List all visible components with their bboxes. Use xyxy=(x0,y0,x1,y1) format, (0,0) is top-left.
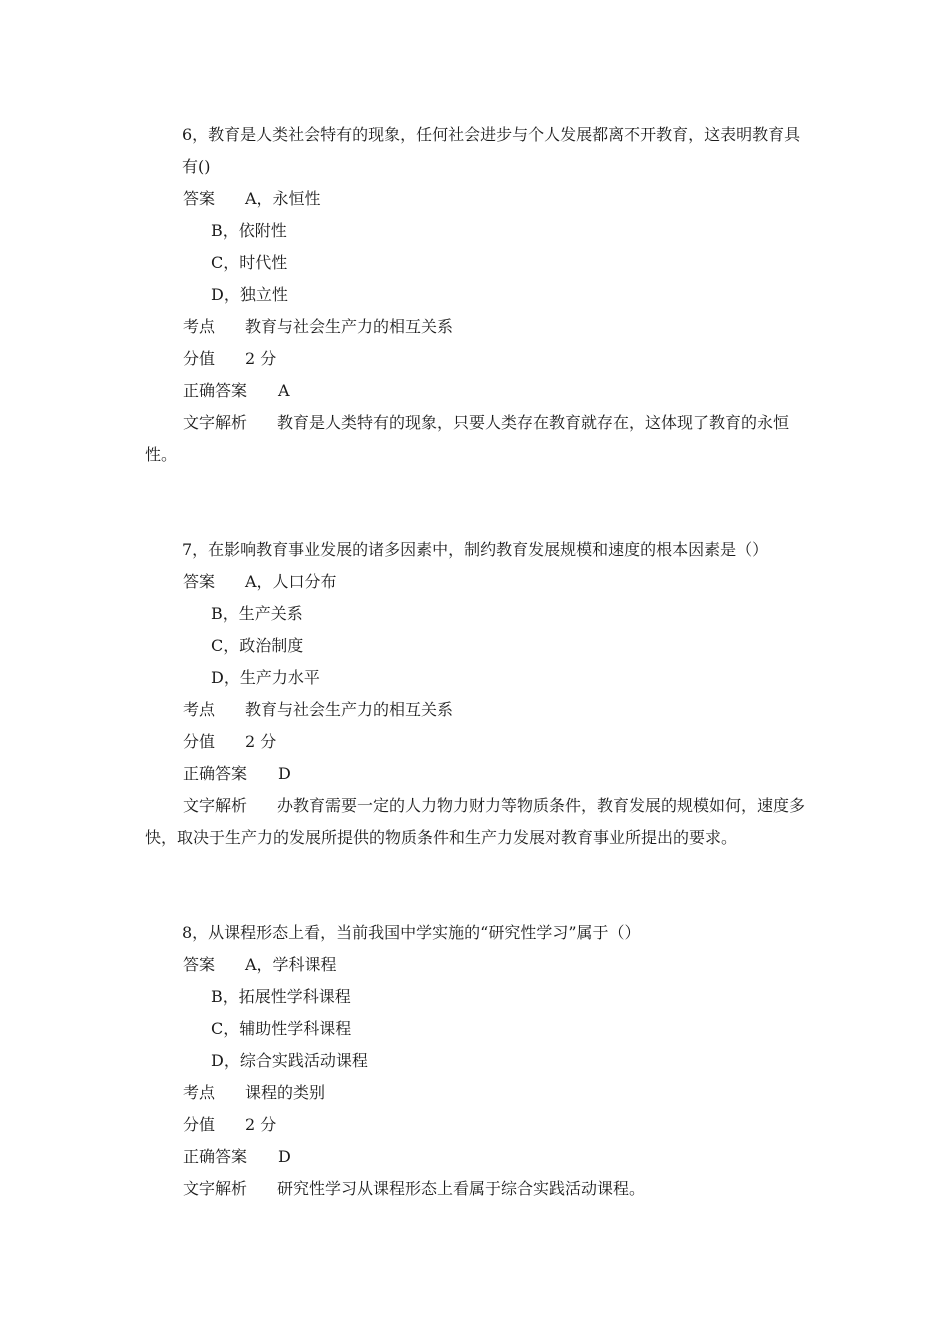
score-row xyxy=(145,726,815,758)
correct-answer-value: D xyxy=(278,1147,291,1166)
question-stem: 7，在影响教育事业发展的诸多因素中，制约教育发展规模和速度的根本因素是（） xyxy=(182,540,769,559)
analysis-row xyxy=(145,407,815,471)
topic-label: 考点 xyxy=(183,1083,216,1102)
option-b: B，生产关系 xyxy=(211,604,303,623)
option-d: D，生产力水平 xyxy=(211,668,320,687)
answer-row xyxy=(145,949,815,981)
score-label: 分值 xyxy=(183,732,216,751)
question-8 xyxy=(145,917,815,1205)
topic-value: 教育与社会生产力的相互关系 xyxy=(245,317,454,336)
analysis-row xyxy=(145,790,815,854)
answer-row xyxy=(145,566,815,598)
option-b: B，依附性 xyxy=(211,221,287,240)
option-c: C，政治制度 xyxy=(211,636,304,655)
question-stem: 8，从课程形态上看，当前我国中学实施的“研究性学习”属于（） xyxy=(182,923,641,942)
analysis-text: 办教育需要一定的人力物力财力等物质条件，教育发展的规模如何，速度多快，取决于生产力的发展所提供的物质条件和生产力发展对教育事业所提出的要求。 xyxy=(145,796,806,847)
analysis-label: 文字解析 xyxy=(183,796,248,815)
option-d: D，独立性 xyxy=(211,285,288,304)
analysis-label: 文字解析 xyxy=(183,413,248,432)
score-row xyxy=(145,343,815,375)
option-a: A，永恒性 xyxy=(245,189,321,208)
answer-label: 答案 xyxy=(183,572,216,591)
correct-answer-row xyxy=(145,375,815,407)
question-stem: 6，教育是人类社会特有的现象，任何社会进步与个人发展都离不开教育，这表明教育具有() xyxy=(182,125,801,176)
analysis-label: 文字解析 xyxy=(183,1179,248,1198)
question-6 xyxy=(145,119,815,471)
option-a: A，人口分布 xyxy=(245,572,337,591)
correct-answer-value: A xyxy=(278,381,290,400)
score-label: 分值 xyxy=(183,1115,216,1134)
analysis-text: 研究性学习从课程形态上看属于综合实践活动课程。 xyxy=(277,1179,646,1198)
topic-value: 课程的类别 xyxy=(245,1083,326,1102)
answer-label: 答案 xyxy=(183,955,216,974)
option-c: C，时代性 xyxy=(211,253,288,272)
analysis-row xyxy=(145,1173,815,1205)
topic-value: 教育与社会生产力的相互关系 xyxy=(245,700,454,719)
correct-answer-label: 正确答案 xyxy=(183,1147,248,1166)
score-row xyxy=(145,1109,815,1141)
score-value: 2 分 xyxy=(245,349,277,368)
correct-answer-value: D xyxy=(278,764,291,783)
correct-answer-row xyxy=(145,1141,815,1173)
analysis-text: 教育是人类特有的现象，只要人类存在教育就存在，这体现了教育的永恒性。 xyxy=(145,413,790,464)
correct-answer-label: 正确答案 xyxy=(183,764,248,783)
topic-row xyxy=(145,311,815,343)
correct-answer-label: 正确答案 xyxy=(183,381,248,400)
topic-label: 考点 xyxy=(183,317,216,336)
option-d: D，综合实践活动课程 xyxy=(211,1051,368,1070)
score-label: 分值 xyxy=(183,349,216,368)
option-b: B，拓展性学科课程 xyxy=(211,987,351,1006)
answer-row xyxy=(145,183,815,215)
answer-label: 答案 xyxy=(183,189,216,208)
option-a: A，学科课程 xyxy=(245,955,337,974)
topic-row xyxy=(145,1077,815,1109)
score-value: 2 分 xyxy=(245,1115,277,1134)
correct-answer-row xyxy=(145,758,815,790)
option-c: C，辅助性学科课程 xyxy=(211,1019,352,1038)
topic-row xyxy=(145,694,815,726)
question-7 xyxy=(145,534,815,854)
topic-label: 考点 xyxy=(183,700,216,719)
score-value: 2 分 xyxy=(245,732,277,751)
